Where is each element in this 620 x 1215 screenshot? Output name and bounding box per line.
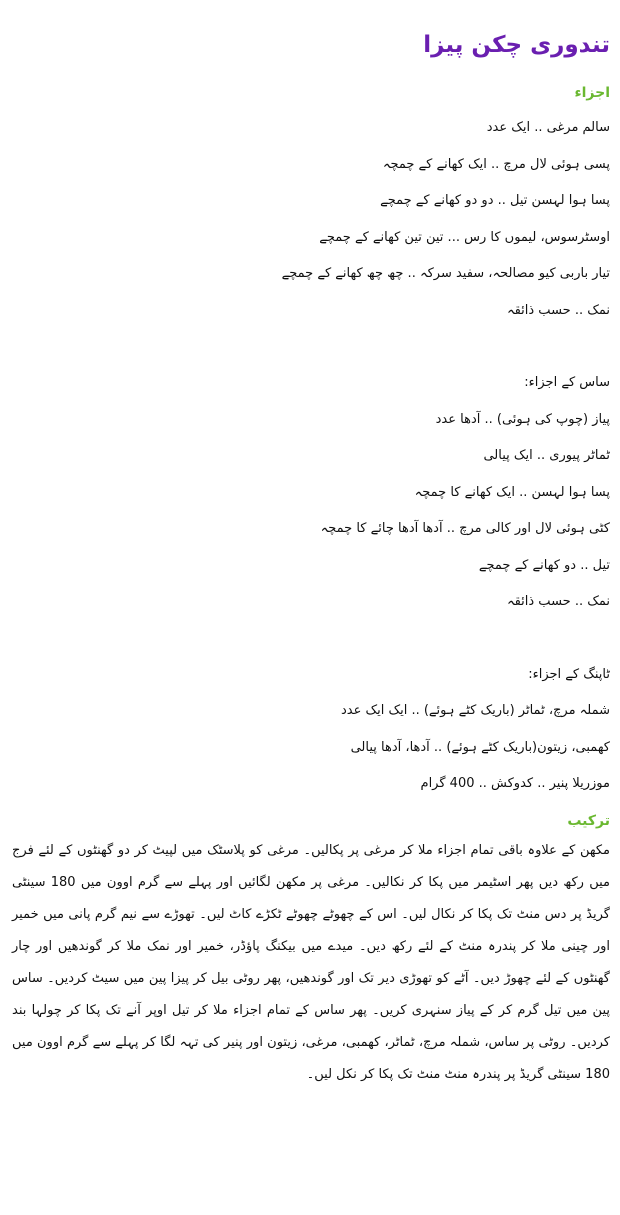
sauce-item: نمک .. حسب ذائقہ: [506, 594, 610, 609]
topping-list: [12, 693, 610, 803]
topping-item: کھمبی، زیتون(باریک کٹے ہوئے) .. آدھا، آدھا پیالی: [350, 739, 610, 755]
sauce-item: کٹی ہوئی لال اور کالی مرچ .. آدھا آدھا چائے کا چمچہ: [320, 521, 610, 536]
ingredient-item: پسا ہوا لہسن تیل .. دو دو کھانے کے چمچے: [380, 193, 610, 208]
sauce-list: [12, 402, 610, 621]
ingredient-item: سالم مرغی .. ایک عدد: [486, 120, 610, 135]
ingredient-item: اوسٹرسوس، لیموں کا رس ... تین تین کھانے کے چمچے: [319, 229, 610, 245]
ingredients-heading: اجزاء: [574, 85, 610, 101]
ingredients-list: [12, 110, 610, 329]
method-paragraph: مکھن کے علاوہ باقی تمام اجزاء ملا کر مرغی پر پکالیں۔ مرغی کو پلاسٹک میں لپیٹ کر دو گھنٹوں کے لئے فرج میں رکھ دیں پھر اسٹیمر میں پکا کر نکالیں۔ مرغی پر مکھن لگائیں اور پہلے سے گرم اوون میں 180 سینٹی گریڈ پر دس منٹ تک پکا کر نکال لیں۔ اس کے چھوٹے چھوٹے ٹکڑے کاٹ لیں۔ تھوڑے سے نیم گرم پانی میں خمیر اور چینی ملا کر پندرہ منٹ کے لئے رکھ دیں۔ میدے میں بیکنگ پاؤڈر، خمیر اور نمک ملا کر گوندھیں اور چار گھنٹوں کے لئے چھوڑ دیں۔ آٹے کو تھوڑی دیر تک اور گوندھیں، پھر روٹی بیل کر پیزا پین میں سیٹ کردیں۔ ساس پین میں تیل گرم کر کے پیاز سنہری کریں۔ پھر ساس کے تمام اجزاء ملا کر تیل اوپر آنے تک پکا کر چولہا بند کردیں۔ روٹی پر ساس، شملہ مرچ، ٹماٹر، کھمبی، مرغی، زیتون اور پنیر کی تہہ لگا کر پہلے سے گرم اوون میں 180 سینٹی گریڈ پر پندرہ منٹ منٹ تک پکا کر نکل لیں۔: [12, 842, 610, 1082]
sauce-item: ٹماٹر پیوری .. ایک پیالی: [483, 448, 610, 463]
ingredient-item: نمک .. حسب ذائقہ: [506, 302, 610, 318]
sauce-item: تیل .. دو کھانے کے چمچے: [478, 557, 610, 573]
ingredient-item: تیار باربی کیو مصالحہ، سفید سرکہ .. چھ چھ کھانے کے چمچے: [281, 266, 610, 281]
ingredient-item: پسی ہوئی لال مرچ .. ایک کھانے کے چمچہ: [382, 156, 610, 172]
topping-item: شملہ مرچ، ٹماٹر (باریک کٹے ہوئے) .. ایک ایک عدد: [340, 703, 610, 718]
method-heading: ترکیب: [567, 812, 610, 829]
topping-heading: ٹاپنگ کے اجزاء:: [528, 666, 610, 682]
recipe-title: تندوری چکن پیزا: [423, 32, 610, 58]
sauce-item: پیاز (چوپ کی ہوئی) .. آدھا عدد: [435, 411, 610, 427]
sauce-item: پسا ہوا لہسن .. ایک کھانے کا چمچہ: [414, 484, 610, 500]
sauce-heading: ساس کے اجزاء:: [524, 375, 610, 390]
topping-item: موزریلا پنیر .. کدوکش .. 400 گرام: [420, 776, 610, 791]
